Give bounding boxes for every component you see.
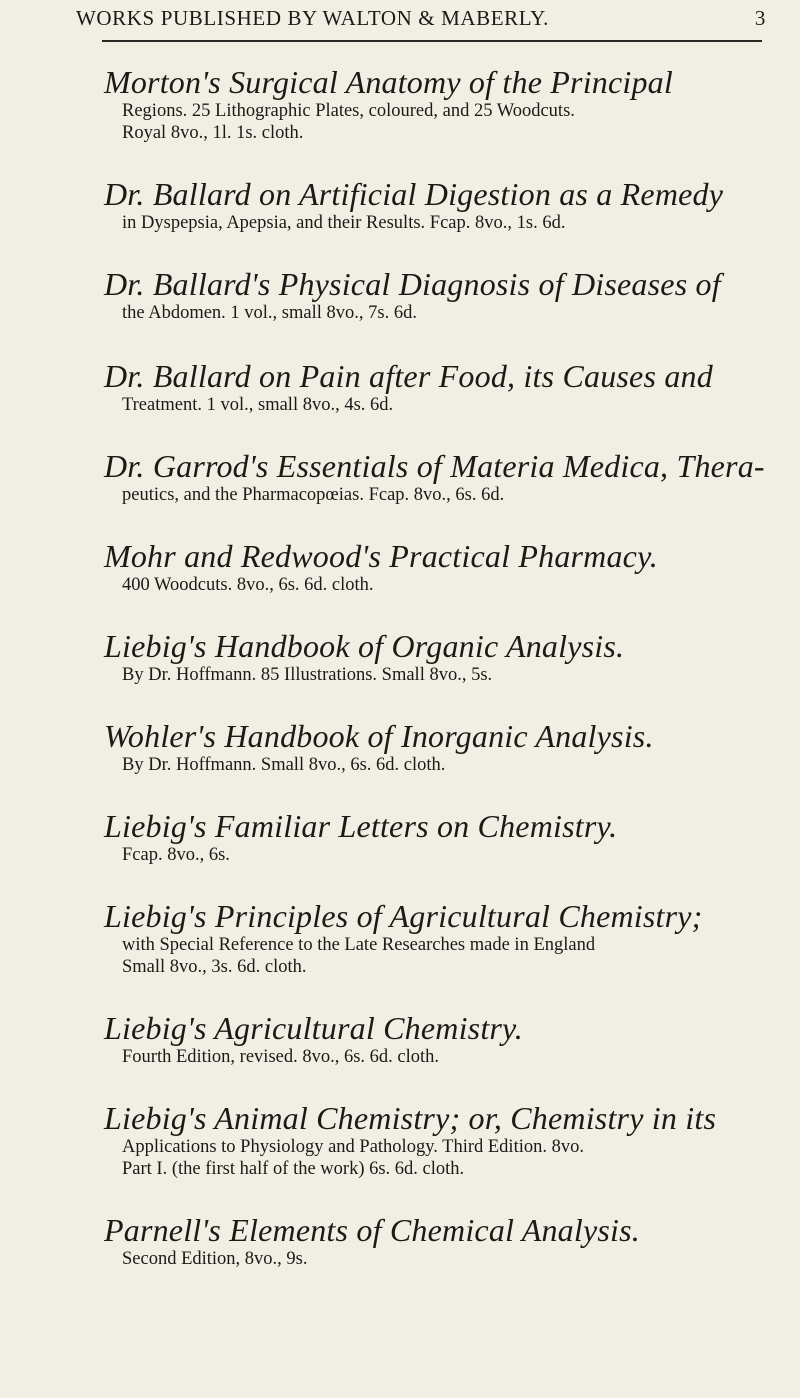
- entry-description: [122, 1136, 782, 1180]
- header-rule: [102, 40, 762, 42]
- entry-line: Fourth Edition, revised. 8vo., 6s. 6d. cloth.: [122, 1047, 440, 1067]
- entry-line: Second Edition, 8vo., 9s.: [122, 1249, 308, 1269]
- entry-description: [122, 1248, 782, 1270]
- entry-title: Liebig's Principles of Agricultural Chemistry;: [104, 898, 703, 934]
- entry-title: Wohler's Handbook of Inorganic Analysis.: [104, 718, 654, 754]
- entry-line: Small 8vo., 3s. 6d. cloth.: [122, 957, 307, 977]
- running-head: [46, 6, 782, 36]
- entry-title: Dr. Ballard on Artificial Digestion as a Remedy: [104, 176, 724, 212]
- entry-title: Liebig's Animal Chemistry; or, Chemistry in its: [104, 1100, 717, 1136]
- entry-line: Part I. (the first half of the work) 6s. 6d. cloth.: [122, 1159, 465, 1179]
- entry-description: [122, 1046, 782, 1068]
- entry-title: Morton's Surgical Anatomy of the Principal: [104, 64, 673, 100]
- entry-title: Dr. Garrod's Essentials of Materia Medica, Thera-: [104, 448, 765, 484]
- running-head-title: WORKS PUBLISHED BY WALTON & MABERLY.: [76, 6, 549, 30]
- entry-description: [122, 394, 782, 416]
- entry-description: [122, 100, 782, 144]
- entry-line: By Dr. Hoffmann. Small 8vo., 6s. 6d. cloth.: [122, 755, 446, 775]
- entry-line: Fcap. 8vo., 6s.: [122, 845, 230, 865]
- entry-line: the Abdomen. 1 vol., small 8vo., 7s. 6d.: [122, 303, 417, 323]
- entry-title: Liebig's Familiar Letters on Chemistry.: [104, 808, 618, 844]
- entry-line: in Dyspepsia, Apepsia, and their Results. Fcap. 8vo., 1s. 6d.: [122, 213, 566, 233]
- entry-title: Parnell's Elements of Chemical Analysis.: [104, 1212, 640, 1248]
- entry-description: [122, 754, 782, 776]
- entry-description: [122, 844, 782, 866]
- entry-description: [122, 212, 782, 234]
- page-number: 3: [754, 6, 766, 30]
- entry-description: [122, 574, 782, 596]
- entry-description: [122, 934, 782, 978]
- entry-line: 400 Woodcuts. 8vo., 6s. 6d. cloth.: [122, 575, 374, 595]
- entry-line: Royal 8vo., 1l. 1s. cloth.: [122, 123, 304, 143]
- entry-line: Applications to Physiology and Pathology. Third Edition. 8vo.: [122, 1137, 584, 1157]
- entry-line: peutics, and the Pharmacopœias. Fcap. 8vo., 6s. 6d.: [122, 485, 505, 505]
- entry-title: Mohr and Redwood's Practical Pharmacy.: [104, 538, 658, 574]
- entry-title: Liebig's Agricultural Chemistry.: [104, 1010, 523, 1046]
- entry-line: with Special Reference to the Late Researches made in England: [122, 935, 596, 955]
- entry-description: [122, 664, 782, 686]
- entry-line: By Dr. Hoffmann. 85 Illustrations. Small 8vo., 5s.: [122, 665, 493, 685]
- entry-line: Regions. 25 Lithographic Plates, coloured, and 25 Woodcuts.: [122, 101, 575, 121]
- entry-title: Liebig's Handbook of Organic Analysis.: [104, 628, 625, 664]
- entry-title: Dr. Ballard on Pain after Food, its Causes and: [104, 358, 713, 394]
- entry-line: Treatment. 1 vol., small 8vo., 4s. 6d.: [122, 395, 394, 415]
- entry-title: Dr. Ballard's Physical Diagnosis of Diseases of: [104, 266, 721, 302]
- entry-description: [122, 484, 782, 506]
- entry-description: [122, 302, 782, 324]
